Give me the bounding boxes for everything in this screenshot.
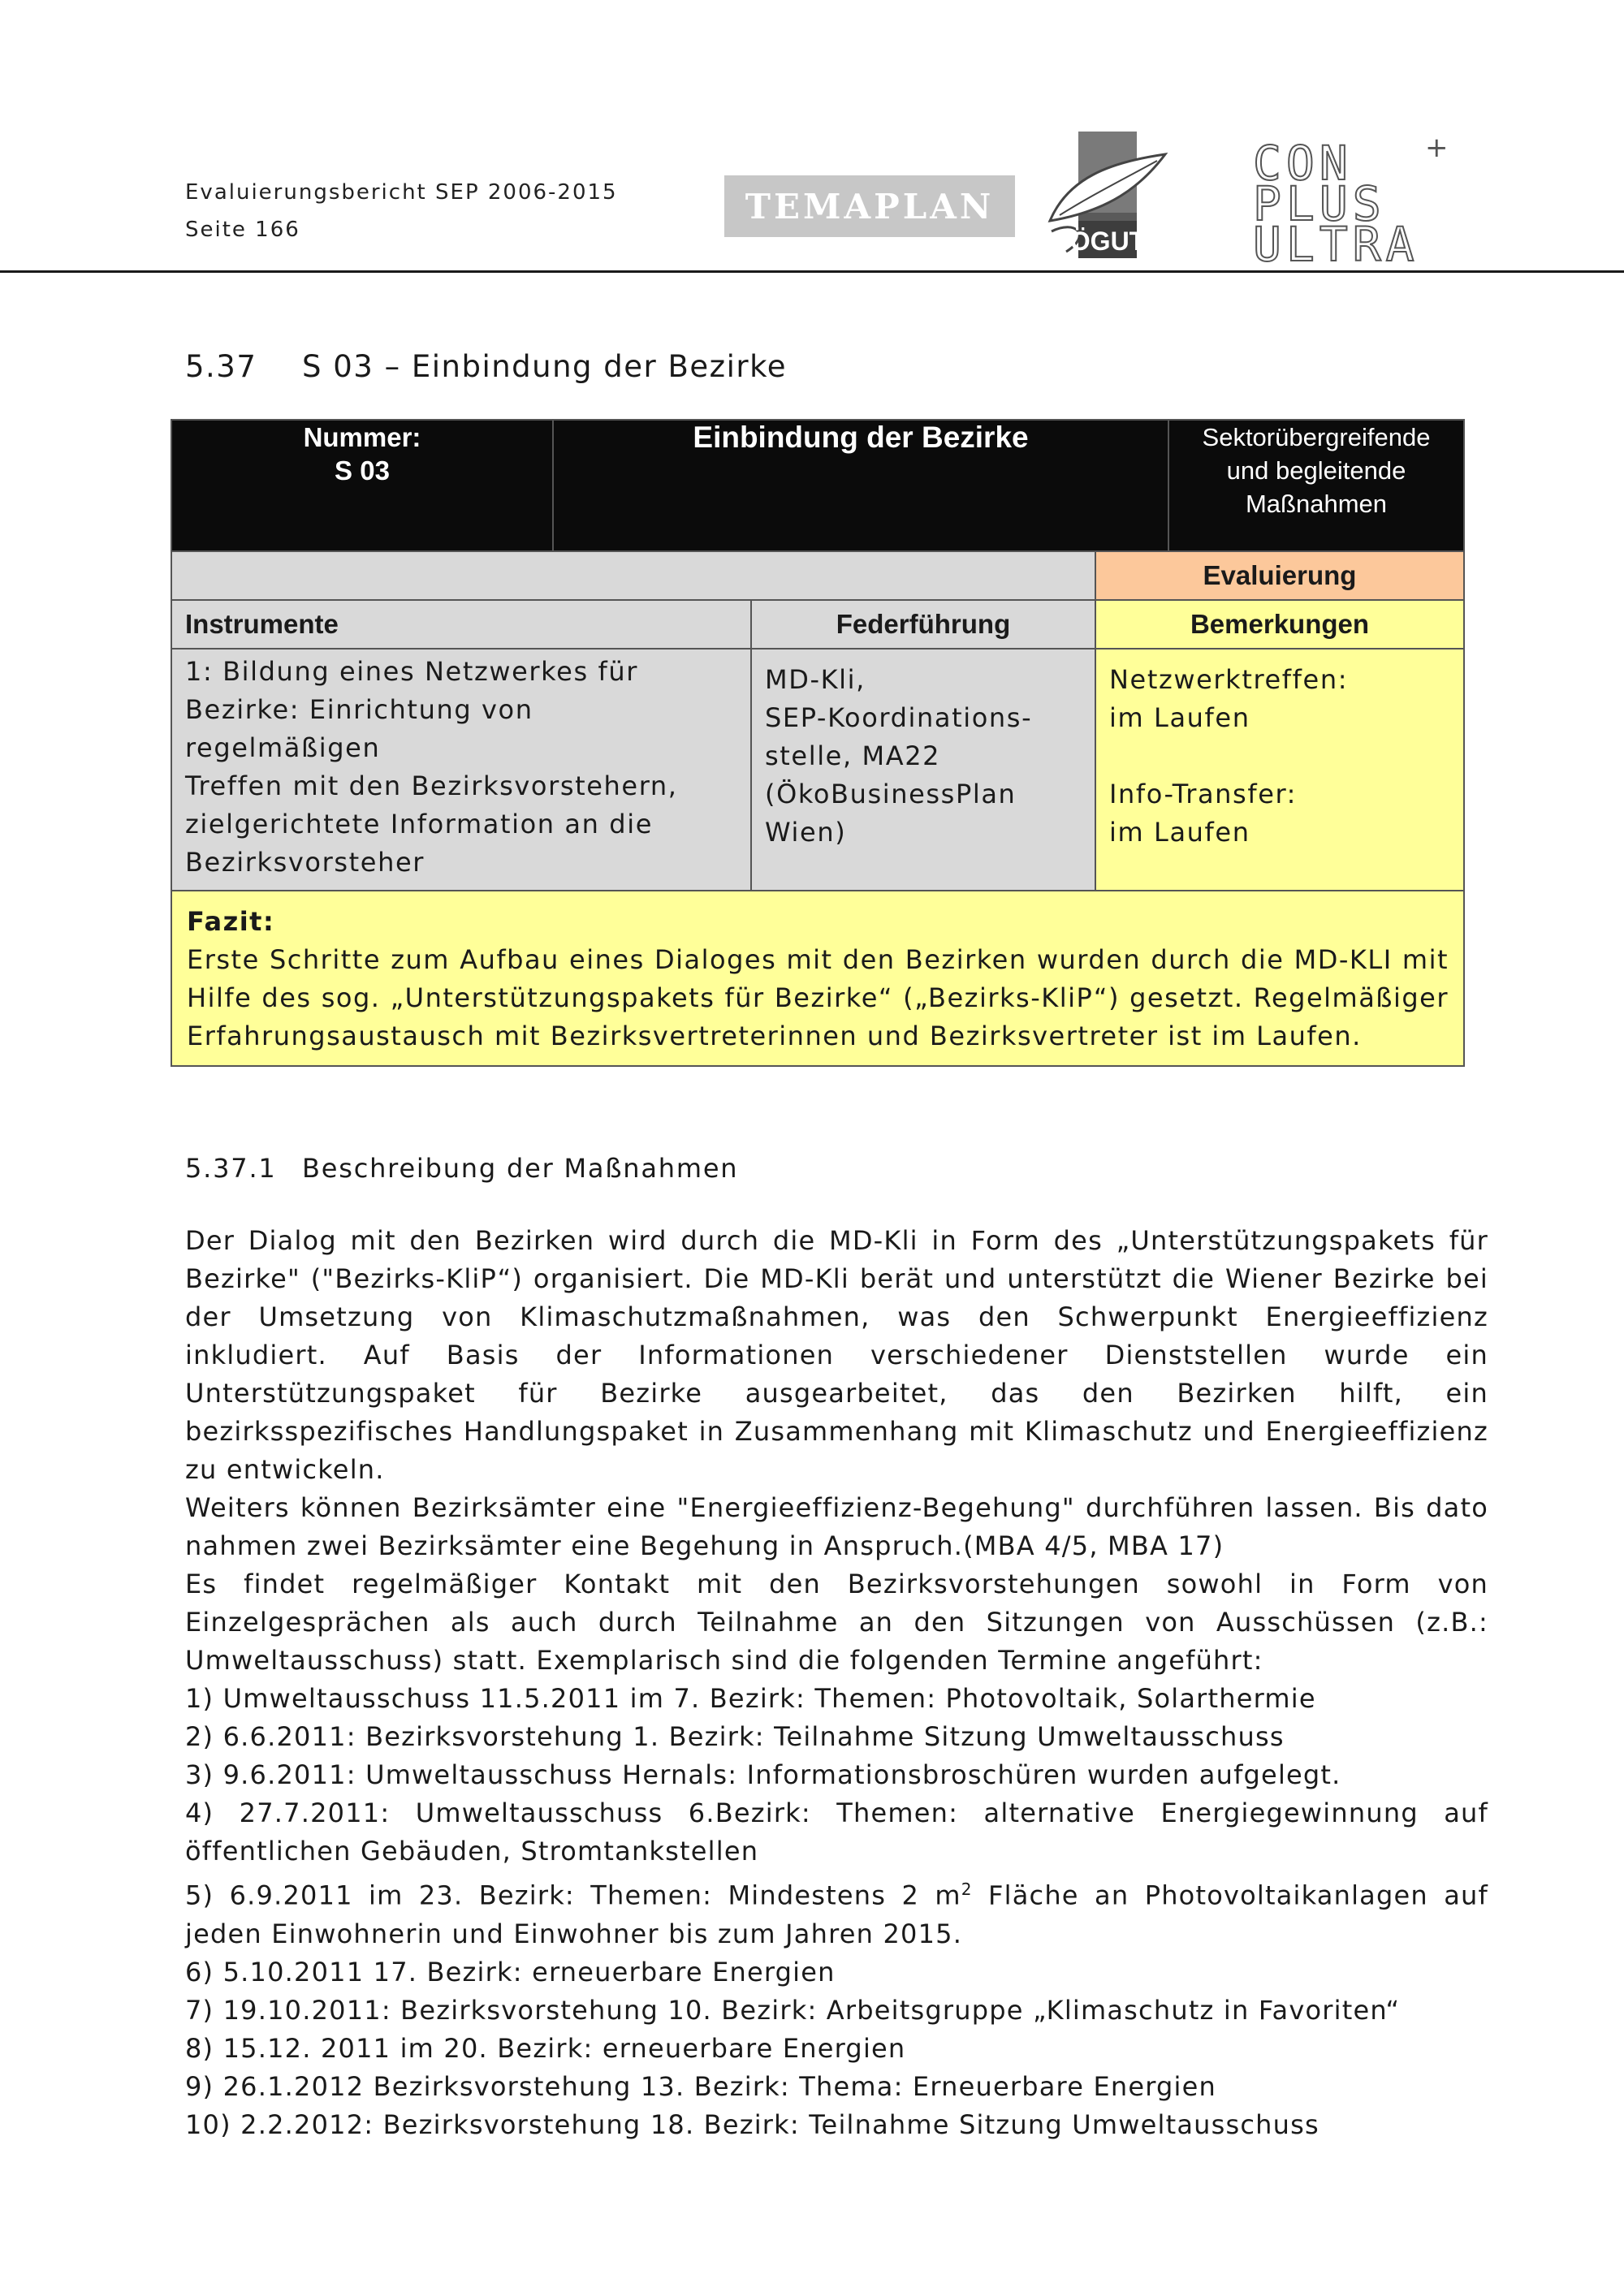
evaluation-header: Evaluierung [1095,551,1464,600]
body-text [185,1222,1488,2144]
body-paragraph: Es findet regelmäßiger Kontakt mit den Bezirksvorstehungen sowohl in Form von Einzelgesprächen als auch durch Teilnahme an den Sitzungen von Ausschüssen (z.B.: Umweltausschuss) statt. Exemplarisch sind die folgenden Termine angeführt: [185,1569,1488,1676]
subsection-number: 5.37.1 [185,1153,277,1184]
remarks-line: Info-Transfer: [1109,779,1298,809]
sector-cell [1168,420,1464,551]
sector-line: Maßnahmen [1245,490,1388,518]
remarks-line: im Laufen [1109,702,1250,733]
list-item: 3) 9.6.2011: Umweltausschuss Hernals: Informationsbroschüren wurden aufgelegt. [185,1759,1341,1790]
instrument-cell [171,649,751,891]
list-item: 1) Umweltausschuss 11.5.2011 im 7. Bezirk: Themen: Photovoltaik, Solarthermie [185,1683,1316,1714]
temaplan-logo [724,175,1015,237]
ogut-logo [1043,130,1173,260]
lead-line: MD-Kli, [765,664,866,695]
list-item: 10) 2.2.2012: Bezirksvorstehung 18. Bezirk: Teilnahme Sitzung Umweltausschuss [185,2108,1320,2140]
list-item: 2) 6.6.2011: Bezirksvorstehung 1. Bezirk: Teilnahme Sitzung Umweltausschuss [185,1721,1285,1752]
evaluation-header-row [171,551,1464,600]
instrument-line: Bezirke: Einrichtung von regelmäßigen [185,694,533,763]
page-number: Seite 166 [185,218,300,242]
list-item-text: Fläche an Photovoltaikanlagen auf jeden Einwohnerin und Einwohner bis zum Jahren 2015. [185,1880,1488,1949]
table-row [171,649,1464,891]
remarks-line: Netzwerktreffen: [1109,664,1349,695]
list-item: 9) 26.1.2012 Bezirksvorstehung 13. Bezirk: Thema: Erneuerbare Energien [185,2070,1217,2102]
con-plus-ultra-line-1: CON [1253,136,1353,191]
table-title-row [171,420,1464,551]
sector-line: und begleitende [1226,456,1406,485]
measure-table [171,419,1465,1067]
list-item: 6) 5.10.2011 17. Bezirk: erneuerbare Energien [185,1956,836,1987]
list-item: 8) 15.12. 2011 im 20. Bezirk: erneuerbare Energien [185,2032,906,2064]
instrument-line: 1: Bildung eines Netzwerkes für [185,656,639,687]
instrument-line: zielgerichtete Information an die [185,809,653,839]
report-title: Evaluierungsbericht SEP 2006-2015 [185,180,618,205]
section-title: S 03 – Einbindung der Bezirke [302,349,787,384]
column-header-remarks: Bemerkungen [1095,600,1464,649]
lead-line: (ÖkoBusinessPlan [765,779,1017,809]
column-header-row [171,600,1464,649]
conclusion-label: Fazit: [187,906,275,937]
remarks-line [1109,737,1450,775]
instrument-line: Treffen mit den Bezirksvorstehern, [185,770,678,801]
number-cell [171,420,553,551]
temaplan-logo-text: TEMAPLAN [745,186,995,227]
blank-header-cell [171,551,1095,600]
body-paragraph: Der Dialog mit den Bezirken wird durch die MD-Kli in Form des „Unterstützungspakets für Bezirke" ("Bezirks-KliP“) organisiert. Die MD-Kli berät und unterstützt die Wiener Bezirke bei der Umsetzung von Klimaschutzmaßnahmen, was den Schwerpunkt Energieeffizienz inkludiert. Auf Basis der Informationen verschiedener Dienststellen wurde ein Unterstützungspaket für Bezirke ausgearbeitet, das den Bezirken hilft, ein bezirksspezifisches Handlungspaket in Zusammenhang mit Klimaschutz und Energieeffizienz zu entwickeln. [185,1225,1488,1485]
sector-line: Sektorübergreifende [1202,423,1431,451]
column-header-lead: Federführung [751,600,1095,649]
number-value: S 03 [335,455,390,486]
conclusion-cell [171,891,1464,1066]
measure-title: Einbindung der Bezirke [693,421,1029,454]
superscript: 2 [961,1880,973,1899]
subsection-title: Beschreibung der Maßnahmen [302,1153,739,1184]
list-item [185,1871,1488,1953]
lead-line: SEP-Koordinations- [765,702,1033,733]
instrument-line: Bezirksvorsteher [185,847,425,878]
con-plus-ultra-line-3: ULTRA [1253,217,1419,264]
list-item-text: 5) 6.9.2011 im 23. Bezirk: Themen: Mindestens 2 m [185,1880,961,1911]
plus-icon: + [1425,134,1449,164]
list-item: 4) 27.7.2011: Umweltausschuss 6.Bezirk: Themen: alternative Energiegewinnung auf öffentlichen Gebäuden, Stromtankstellen [185,1798,1488,1867]
column-header-instruments: Instrumente [171,600,751,649]
con-plus-ultra-logo [1246,134,1458,264]
remarks-line: im Laufen [1109,817,1250,848]
lead-line: stelle, MA22 [765,740,941,771]
measure-title-cell [553,420,1168,551]
list-item: 7) 19.10.2011: Bezirksvorstehung 10. Bezirk: Arbeitsgruppe „Klimaschutz in Favoriten“ [185,1994,1401,2026]
conclusion-row [171,891,1464,1066]
remarks-cell [1095,649,1464,891]
conclusion-text: Erste Schritte zum Aufbau eines Dialoges mit den Bezirken wurden durch die MD-KLI mit Hilfe des sog. „Unterstützungspakets für Bezirke“ („Bezirks-KliP“) gesetzt. Regelmäßiger Erfahrungsaustausch mit Bezirksvertreterinnen und Bezirksvertreter ist im Laufen. [187,944,1449,1051]
body-paragraph: Weiters können Bezirksämter eine "Energieeffizienz-Begehung" durchführen lassen. Bis dato nahmen zwei Bezirksämter eine Begehung in Anspruch.(MBA 4/5, MBA 17) [185,1492,1488,1561]
lead-line: Wien) [765,817,847,848]
number-label: Nummer: [303,422,421,452]
con-plus-ultra-line-2: PLUS [1253,176,1386,231]
section-number: 5.37 [185,349,257,384]
header-divider [0,270,1624,273]
ogut-logo-text: ÖGUT [1069,227,1146,256]
lead-cell [751,649,1095,891]
